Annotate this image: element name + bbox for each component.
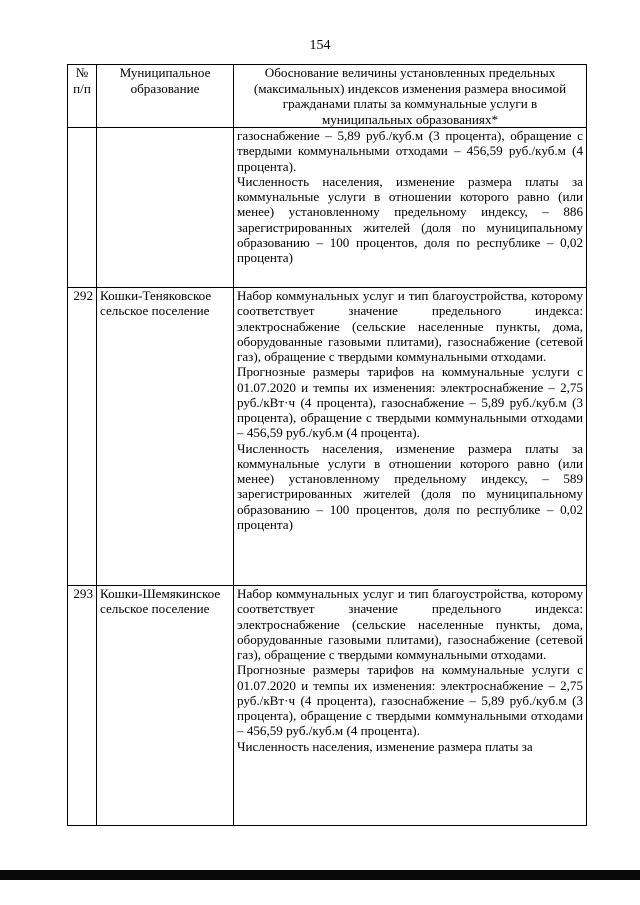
header-row [68, 65, 587, 128]
row-municipality [97, 128, 234, 288]
table-body [68, 128, 587, 826]
justification-paragraph: Численность населения, изменение размера платы за коммунальные услуги в отношении которого равно (или менее) установленному предельному индексу, – 589 зарегистрированных жителей (доля по муниципальному образованию – 100 процентов, доля по республике – 0,02 процента) [237, 440, 583, 532]
page-number: 154 [309, 38, 331, 53]
justification-paragraph: Прогнозные размеры тарифов на коммунальные услуги с 01.07.2020 и темпы их изменения: электроснабжение – 2,75 руб./кВт·ч (4 процента), газоснабжение – 5,89 руб./куб.м (3 процента), обращение с твердыми коммунальными отходами – 456,59 руб./куб.м (4 процента). [237, 662, 583, 739]
table-row-293 [68, 586, 587, 826]
header-num: № п/п [68, 65, 97, 128]
row-num: 293 [68, 586, 97, 826]
scan-edge-bar [0, 870, 640, 880]
row-justification [234, 586, 587, 826]
justification-paragraph: Набор коммунальных услуг и тип благоустройства, которому соответствует значение предельного индекса: электроснабжение (сельские населенные пункты, дома, оборудованные газовыми плитами), газоснабжение (сетевой газ), обращение с твердыми коммунальными отходами. [237, 586, 583, 662]
row-municipality: Кошки-Шемякинское сельское поселение [97, 586, 234, 826]
table-row-continuation [68, 128, 587, 288]
table-header [68, 65, 587, 128]
justification-paragraph: Численность населения, изменение размера платы за коммунальные услуги в отношении которого равно (или менее) установленному предельному индексу, – 886 зарегистрированных жителей (доля по муниципальному образованию – 100 процентов, доля по республике – 0,02 процента) [237, 173, 583, 265]
justification-paragraph: Набор коммунальных услуг и тип благоустройства, которому соответствует значение предельного индекса: электроснабжение (сельские населенные пункты, дома, оборудованные газовыми плитами), газоснабжение (сетевой газ), обращение с твердыми коммунальными отходами. [237, 288, 583, 364]
header-municipality: Муниципальное образование [97, 65, 234, 128]
table-row-292 [68, 288, 587, 586]
row-justification [234, 288, 587, 586]
tariff-index-table [67, 64, 587, 826]
justification-paragraph: газоснабжение – 5,89 руб./куб.м (3 процента), обращение с твердыми коммунальными отходами – 456,59 руб./куб.м (4 процента). [237, 128, 583, 174]
header-justification: Обоснование величины установленных предельных (максимальных) индексов изменения размера вносимой гражданами платы за коммунальные услуги в муниципальных образованиях* [234, 65, 587, 128]
row-justification [234, 128, 587, 288]
row-municipality: Кошки-Теняковское сельское поселение [97, 288, 234, 586]
justification-paragraph: Численность населения, изменение размера платы за [237, 738, 533, 754]
row-num [68, 128, 97, 288]
justification-paragraph: Прогнозные размеры тарифов на коммунальные услуги с 01.07.2020 и темпы их изменения: электроснабжение – 2,75 руб./кВт·ч (4 процента), газоснабжение – 5,89 руб./куб.м (3 процента), обращение с твердыми коммунальными отходами – 456,59 руб./куб.м (4 процента). [237, 364, 583, 441]
row-num: 292 [68, 288, 97, 586]
